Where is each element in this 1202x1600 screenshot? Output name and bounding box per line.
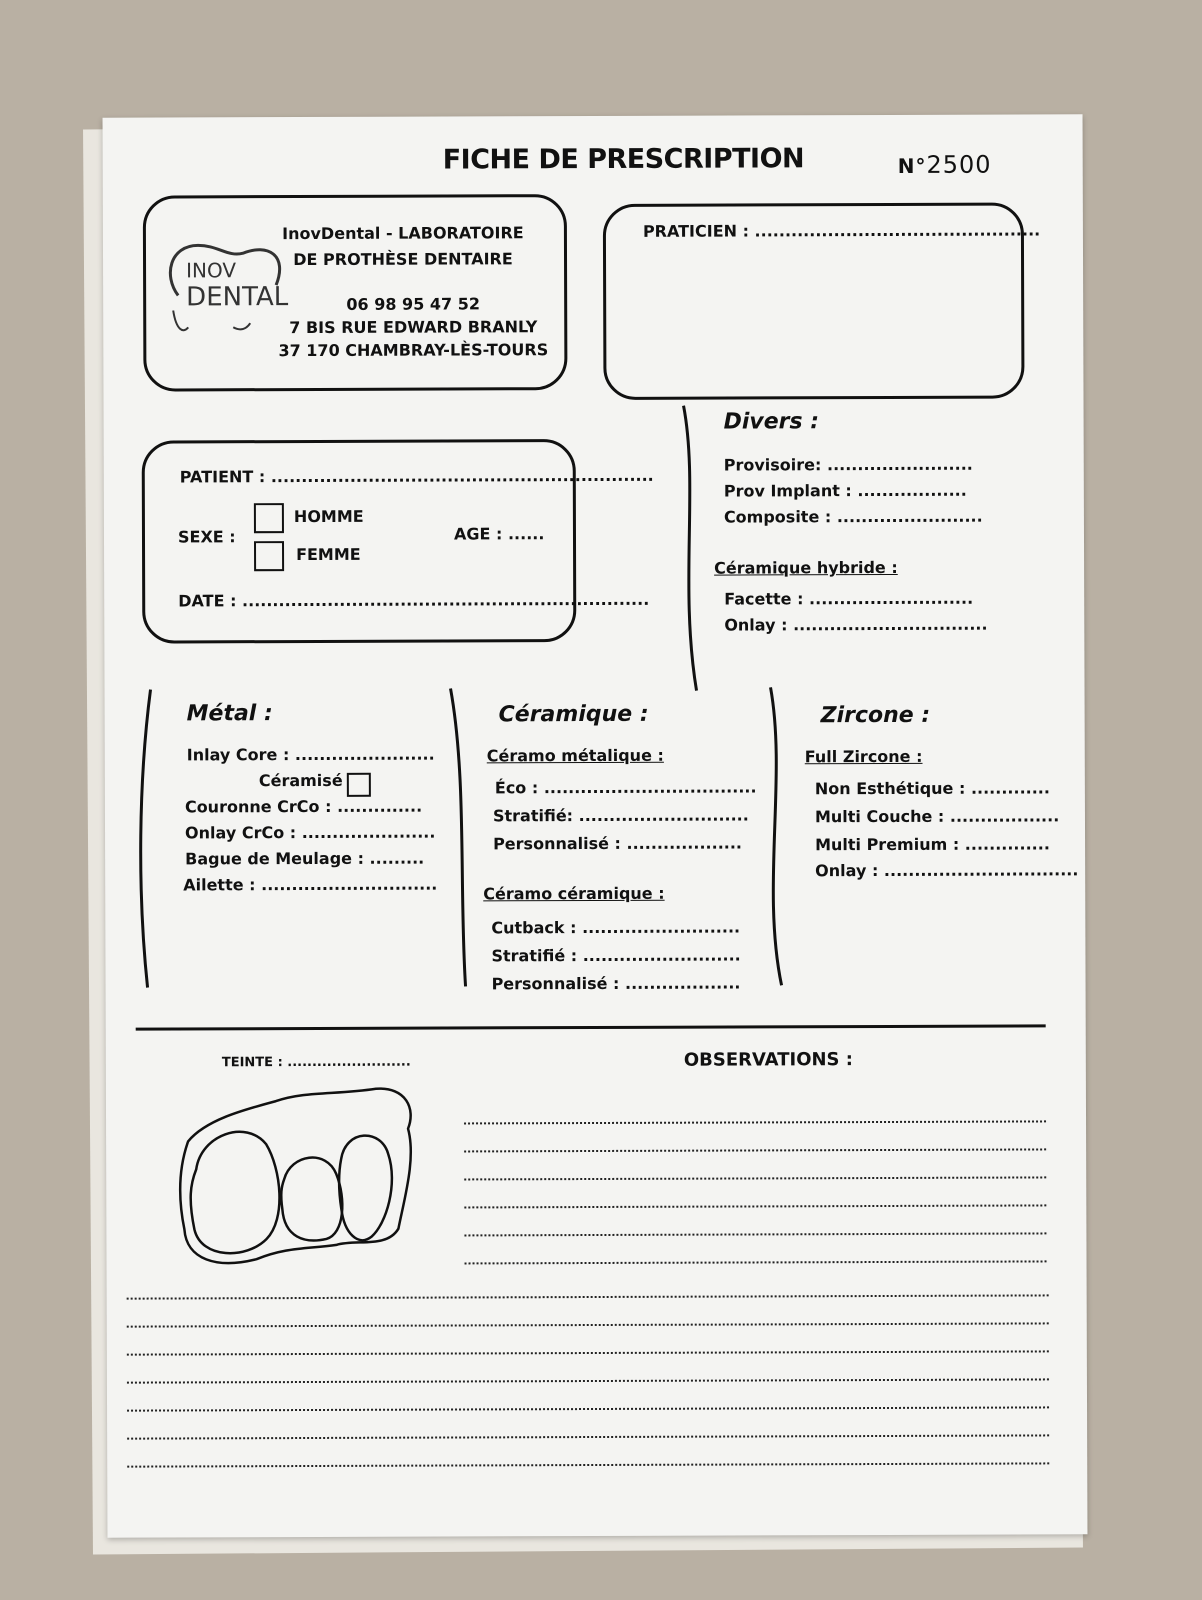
serial-prefix: N° — [897, 153, 927, 178]
lab-city: 37 170 CHAMBRAY-LÈS-TOURS — [278, 340, 549, 361]
divers-curve-divider — [674, 406, 705, 696]
observation-line[interactable] — [464, 1230, 1046, 1236]
observation-line[interactable] — [127, 1432, 1049, 1439]
metal-item-couronne[interactable]: Couronne CrCo : .............. — [184, 796, 423, 817]
femme-label: FEMME — [296, 544, 361, 565]
observation-line[interactable] — [464, 1174, 1046, 1180]
praticien-field[interactable]: PRATICIEN : ............................................... — [642, 220, 1041, 241]
teeth-drawing-icon — [176, 1089, 427, 1270]
observation-line[interactable] — [127, 1292, 1049, 1299]
observation-line[interactable] — [127, 1404, 1049, 1411]
metal-heading: Métal : — [186, 701, 273, 727]
metal-item-ailette[interactable]: Ailette : ............................. — [183, 874, 438, 895]
ceramise-checkbox[interactable] — [347, 773, 371, 797]
age-field[interactable]: AGE : ...... — [453, 524, 545, 544]
date-field[interactable]: DATE : ................................................................... — [178, 589, 650, 611]
homme-label: HOMME — [293, 506, 364, 527]
zircone-heading: Zircone : — [820, 702, 931, 729]
metal-item-onlay[interactable]: Onlay CrCo : ...................... — [184, 822, 436, 843]
ceramique-item-stratifie[interactable]: Stratifié: ............................ — [492, 805, 749, 826]
divers-item-provisoire[interactable]: Provisoire: ........................ — [723, 454, 973, 475]
ceramique-hybride-heading: Céramique hybride : — [714, 557, 898, 578]
metal-item-inlay-core[interactable]: Inlay Core : ....................... — [186, 744, 435, 765]
serial-number — [898, 151, 992, 179]
ceramique-item-personnalise[interactable]: Personnalisé : ................... — [493, 833, 743, 854]
patient-field[interactable]: PATIENT : ............................................................... — [179, 465, 654, 487]
lab-phone: 06 98 95 47 52 — [346, 294, 481, 314]
ceramique-item-eco[interactable]: Éco : ................................... — [494, 777, 757, 798]
lab-contact — [268, 292, 558, 362]
lab-name-line1: InovDental - LABORATOIRE — [282, 223, 524, 244]
serial-value: 2500 — [926, 150, 992, 179]
lab-name-line2: DE PROTHÈSE DENTAIRE — [293, 249, 513, 270]
zircone-item-multi-premium[interactable]: Multi Premium : .............. — [815, 834, 1050, 855]
ceramique-item-stratifie-2[interactable]: Stratifié : .......................... — [491, 945, 741, 966]
observation-line[interactable] — [465, 1258, 1047, 1264]
ceramo-ceramique-heading: Céramo céramique : — [483, 883, 665, 904]
observation-line[interactable] — [127, 1320, 1049, 1327]
observation-line[interactable] — [127, 1348, 1049, 1355]
divers-item-composite[interactable]: Composite : ........................ — [723, 506, 983, 527]
ceramique-curve-divider — [445, 688, 476, 988]
logo-text-bottom: DENTAL — [186, 282, 289, 313]
ceramique-item-personnalise-2[interactable]: Personnalisé : ................... — [491, 973, 741, 994]
ceramique-item-cutback[interactable]: Cutback : .......................... — [491, 917, 741, 938]
observations-heading: OBSERVATIONS : — [683, 1049, 854, 1071]
divers-heading: Divers : — [723, 409, 820, 435]
prescription-form — [103, 114, 1088, 1537]
observation-line[interactable] — [127, 1376, 1049, 1383]
observation-line[interactable] — [464, 1202, 1046, 1208]
zircone-item-non-esthetique[interactable]: Non Esthétique : ............. — [814, 778, 1050, 799]
lab-street: 7 BIS RUE EDWARD BRANLY — [289, 317, 538, 338]
ceramique-heading: Céramique : — [498, 701, 649, 728]
form-title: FICHE DE PRESCRIPTION — [442, 143, 805, 176]
sexe-label: SEXE : — [177, 527, 236, 547]
observation-line[interactable] — [464, 1118, 1046, 1124]
metal-curve-divider — [135, 690, 166, 990]
observation-line[interactable] — [127, 1460, 1049, 1467]
ceramise-label: Céramisé — [258, 770, 343, 791]
lab-name — [278, 220, 528, 273]
divers-item-facette[interactable]: Facette : ........................... — [724, 588, 974, 609]
observation-line[interactable] — [464, 1146, 1046, 1152]
homme-checkbox[interactable] — [254, 503, 284, 533]
zircone-item-onlay[interactable]: Onlay : ................................ — [815, 860, 1079, 881]
full-zircone-heading: Full Zircone : — [804, 746, 923, 767]
femme-checkbox[interactable] — [254, 541, 284, 571]
teinte-field[interactable]: TEINTE : ......................... — [221, 1054, 411, 1071]
divers-item-prov-implant[interactable]: Prov Implant : .................. — [723, 480, 967, 501]
zircone-item-multi-couche[interactable]: Multi Couche : .................. — [814, 806, 1060, 827]
ceramo-metalique-heading: Céramo métalique : — [486, 745, 664, 766]
divers-item-onlay[interactable]: Onlay : ................................ — [724, 614, 988, 635]
logo-text-top: INOV — [186, 258, 237, 283]
section-divider — [136, 1024, 1046, 1030]
zircone-curve-divider — [765, 687, 796, 987]
metal-item-bague[interactable]: Bague de Meulage : ......... — [185, 848, 425, 869]
